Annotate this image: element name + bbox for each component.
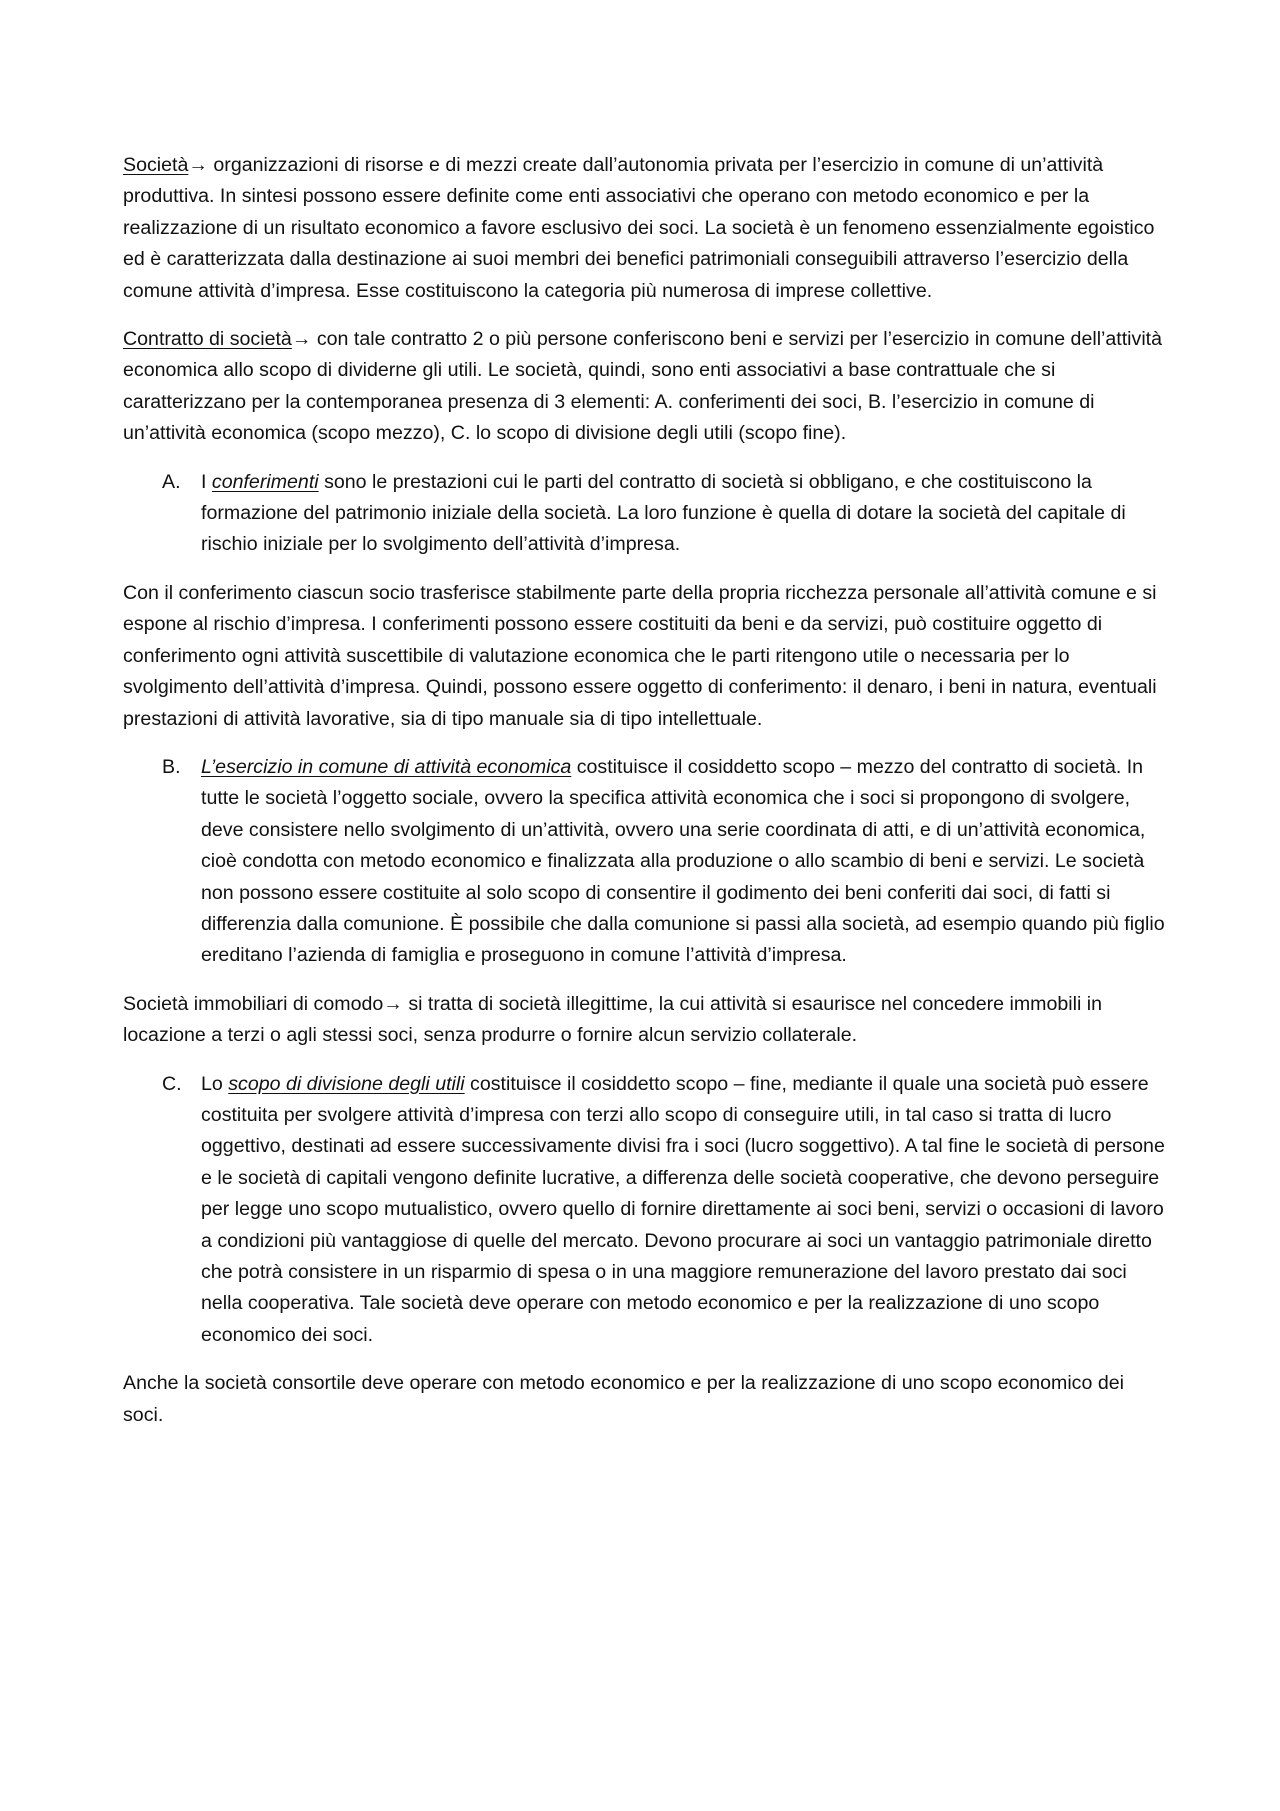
paragraph-immobiliari-text: si tratta di società illegittime, la cui attività si esaurisce nel concedere immobili in locazione a terzi o agli stessi soci, senza produrre o fornire alcun servizio collaterale. <box>123 992 1103 1047</box>
list-item-b-text: costituisce il cosiddetto scopo – mezzo del contratto di società. In tutte le società l’oggetto sociale, ovvero la specifica attività economica che i soci si propongono di svolgere, deve consistere nello svolgimento di un’attività, ovvero una serie coordinata di atti, e di un’attività economica, cioè condotta con metodo economico e finalizzata alla produzione o allo scambio di beni e servizi. Le società non possono essere costituite al solo scopo di consentire il godimento dei beni conferiti dai soci, di fatti si differenzia dalla comunione. È possibile che dalla comunione si passi alla società, ad esempio quando più figlio ereditano l’azienda di famiglia e proseguono in comune l’attività d’impresa. <box>201 755 1165 967</box>
term-scopo-divisione-utili: scopo di divisione degli utili <box>228 1072 465 1095</box>
arrow-icon: → <box>188 154 208 176</box>
list-item-b <box>123 752 1168 972</box>
paragraph-societa-text: organizzazioni di risorse e di mezzi create dall’autonomia privata per l’esercizio in comune di un’attività produttiva. In sintesi possono essere definite come enti associativi che operano con metodo economico e per la realizzazione di un risultato economico a favore esclusivo dei soci. La società è un fenomeno essenzialmente egoistico ed è caratterizzata dalla destinazione ai suoi membri dei benefici patrimoniali conseguibili attraverso l’esercizio della comune attività d’impresa. Esse costituiscono la categoria più numerosa di imprese collettive. <box>123 154 1155 302</box>
list-item-c-prefix: Lo <box>201 1072 229 1095</box>
term-contratto-di-societa: Contratto di società <box>123 328 292 351</box>
term-societa-immobiliari: Società immobiliari di comodo <box>123 992 384 1015</box>
arrow-icon: → <box>291 328 312 351</box>
arrow-icon: → <box>383 992 403 1015</box>
list-item-c-text: costituisce il cosiddetto scopo – fine, mediante il quale una società può essere costituita per svolgere attività d’impresa con terzi allo scopo di conseguire utili, in tal caso si tratta di lucro oggettivo, destinati ad essere successivamente divisi fra i soci (lucro soggettivo). A tal fine le società di persone e le società di capitali vengono definite lucrative, a differenza delle società cooperative, che devono perseguire per legge uno scopo mutualistico, ovvero quello di fornire direttamente ai soci beni, servizi o occasioni di lavoro a condizioni più vantaggiose di quelle del mercato. Devono procurare ai soci un vantaggio patrimoniale diretto che potrà consistere in un risparmio di spesa o in una maggiore remunerazione del lavoro prestato dai soci nella cooperativa. Tale società deve operare con metodo economico e per la realizzazione di uno scopo economico dei soci. <box>201 1072 1165 1346</box>
list-marker-b: B. <box>162 755 181 778</box>
list-item-c <box>123 1069 1168 1352</box>
term-societa: Società <box>123 154 189 176</box>
term-esercizio-in-comune: L’esercizio in comune di attività economica <box>201 755 572 778</box>
list-item-a <box>123 467 1168 561</box>
list-item-a-text: sono le prestazioni cui le parti del contratto di società si obbligano, e che costituiscono la formazione del patrimonio iniziale della società. La loro funzione è quella di dotare la società del capitale di rischio iniziale per lo svolgimento dell’attività d’impresa. <box>201 470 1126 556</box>
paragraph-societa <box>123 150 1168 307</box>
paragraph-consortile: Anche la società consortile deve operare con metodo economico e per la realizzazione di uno scopo economico dei soci. <box>123 1372 1124 1426</box>
paragraph-contratto <box>123 324 1168 450</box>
list-marker-a: A. <box>162 470 181 493</box>
term-conferimenti: conferimenti <box>211 470 319 493</box>
document-page <box>123 150 1168 1448</box>
paragraph-conferimento: Con il conferimento ciascun socio trasferisce stabilmente parte della propria ricchezza personale all’attività comune e si espone al rischio d’impresa. I conferimenti possono essere costituiti da beni e da servizi, può costituire oggetto di conferimento ogni attività suscettibile di valutazione economica che le parti ritengono utile o necessaria per lo svolgimento dell’attività d’impresa. Quindi, possono essere oggetto di conferimento: il denaro, i beni in natura, eventuali prestazioni di attività lavorative, sia di tipo manuale sia di tipo intellettuale. <box>123 581 1157 730</box>
list-item-a-prefix: I <box>201 470 212 493</box>
list-marker-c: C. <box>162 1072 182 1095</box>
paragraph-immobiliari <box>123 989 1168 1052</box>
paragraph-contratto-text: con tale contratto 2 o più persone conferiscono beni e servizi per l’esercizio in comune dell’attività economica allo scopo di dividerne gli utili. Le società, quindi, sono enti associativi a base contrattuale che si caratterizzano per la contemporanea presenza di 3 elementi: A. conferimenti dei soci, B. l’esercizio in comune di un’attività economica (scopo mezzo), C. lo scopo di divisione degli utili (scopo fine). <box>123 328 1163 445</box>
